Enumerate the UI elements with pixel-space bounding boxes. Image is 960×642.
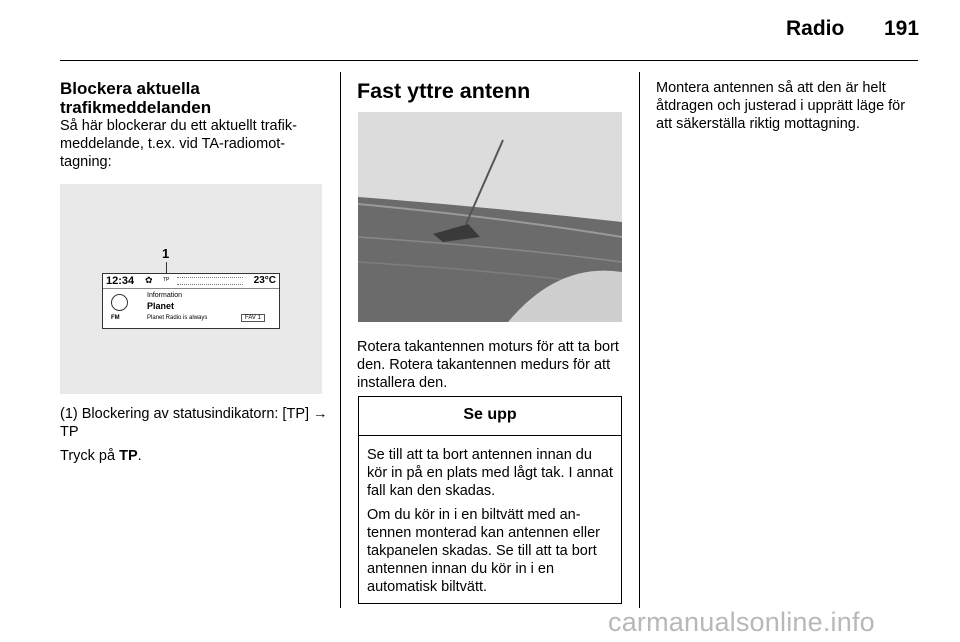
clock: 12:34 [106,275,135,287]
status-bar [103,274,279,289]
column-2 [357,78,627,104]
status-icons [177,277,243,285]
figure-caption: (1) Blockering av statusindikatorn: [TP] → TP [60,406,328,440]
intro-text: Så här blockerar du ett aktuellt trafikmeddelande, t.ex. vid TA-radiomottagning: [60,118,297,170]
callout-number: 1 [162,246,170,261]
caution-box [358,396,622,604]
caution-body [359,436,621,596]
station-name: Planet [147,301,175,311]
caution-paragraph: Se till att ta bort antennen innan du kör in på en plats med lågt tak. I annat fall kan den skadas. [367,447,613,499]
outside-temperature: 23°C [253,275,276,286]
caution-title: Se upp [359,397,621,436]
instruction-text [60,447,330,465]
instruction-key: TP [119,448,138,464]
radio-signal-icon [111,294,128,311]
caution-paragraph: Om du kör in i en biltvätt med antennen monterad kan antennen eller takpanelen skadas. Se till att ta bort antennen innan du kör in i en automatisk biltvätt. [367,507,600,595]
column-1 [60,79,330,171]
fav-label: FAV 1 [241,314,265,322]
tp-indicator: TP [163,277,170,283]
antenna-photo [358,112,622,322]
radio-display-figure [60,184,322,394]
watermark: carmanualsonline.info [608,607,875,637]
info-label: Information [147,292,183,299]
section-heading: Blockera aktuella trafikmeddelanden [60,79,212,117]
ticker-text: Planet Radio is always [147,315,208,321]
page-header-title: Radio [786,17,845,40]
page-number: 191 [884,17,920,40]
body-text: Montera antennen så att den är helt åtdragen och justerad i upprätt läge för att säkerställa riktig mottagning. [656,80,906,132]
gear-icon: ✿ [145,275,153,285]
band-label: FM [111,315,120,321]
body-text: Rotera takantennen moturs för att ta bort den. Rotera takantennen medurs för att installera den. [357,339,619,391]
section-heading: Fast yttre antenn [357,79,531,103]
header-rule [60,60,918,61]
instruction-prefix: Tryck på [60,448,120,464]
column-1-lower [60,405,330,465]
radio-screen [102,273,280,329]
column-2-body [357,338,627,392]
instruction-suffix: . [137,448,142,464]
column-divider [340,72,341,608]
column-divider [639,72,640,608]
car-roof-antenna-illustration [358,112,622,322]
column-3 [656,79,916,133]
